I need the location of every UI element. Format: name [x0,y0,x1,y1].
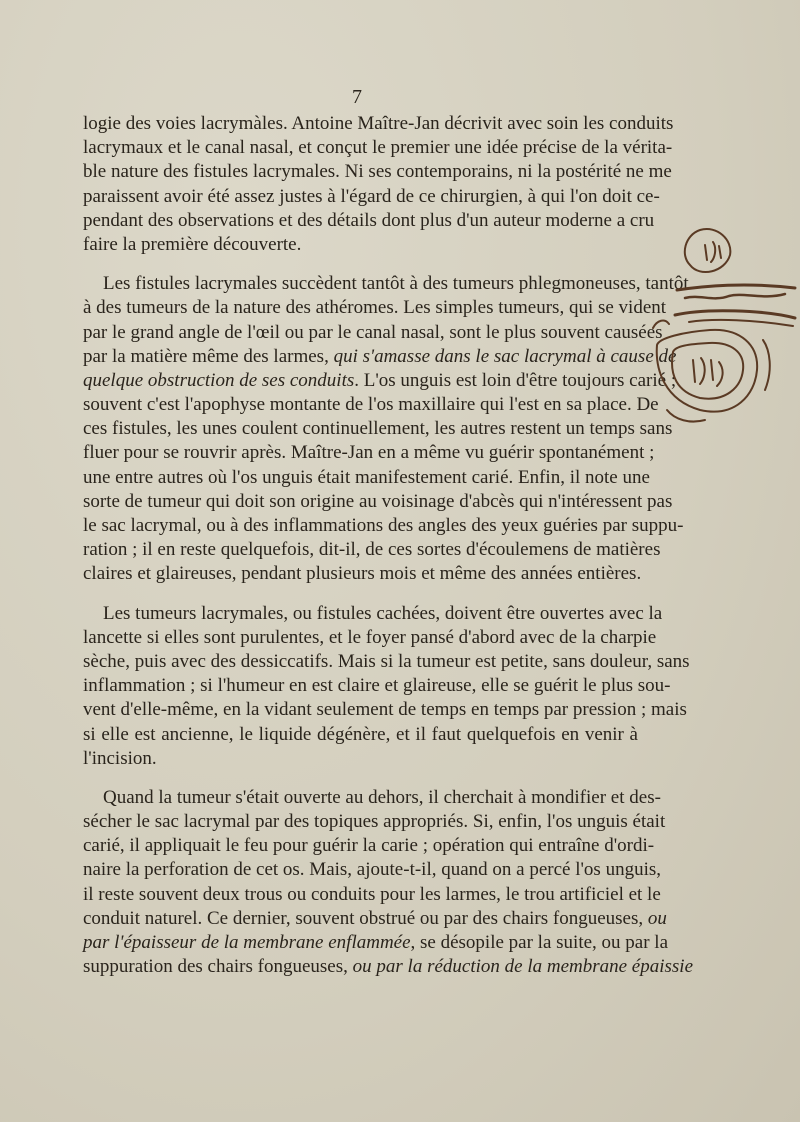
text-segment: il reste souvent deux trous ou conduits pour les larmes, le trou artificiel et le [83,883,661,905]
text-segment: conduit naturel. Ce dernier, souvent obstrué ou par des chairs fongueuses, [83,907,648,929]
page-number: 7 [352,86,362,108]
text-line [83,112,674,136]
text-line [83,136,673,160]
text-segment: à des tumeurs de la nature des athéromes. Les simples tumeurs, qui se vident [83,297,667,319]
text-segment: si elle est ancienne, le liquide dégénère, et il faut quelquefois en venir à [83,723,638,745]
italic-segment: ou [647,907,667,929]
text-segment: vent d'elle-même, en la vidant seulement de temps en temps par pression ; mais [83,699,687,721]
paragraph [83,602,690,771]
text-segment: le sac lacrymal, ou à des inflammations des angles des yeux guéries par suppu- [83,515,684,536]
text-line [83,369,677,393]
text-line [83,907,667,931]
text-segment: , se désopile par la suite, ou par la [410,932,669,953]
text-line [83,321,663,345]
text-line [83,393,659,417]
text-segment: souvent c'est l'apophyse montante de l'os maxillaire qui l'est en sa place. De [83,394,659,416]
text-line [83,209,655,233]
text-segment: par la matière même des larmes, [83,345,334,367]
text-line [83,345,677,369]
text-line [83,185,660,209]
text-line [83,786,661,810]
text-line [83,466,650,490]
text-line [83,834,655,858]
text-segment: pendant des observations et des détails dont plus d'un auteur moderne a cru [83,209,655,231]
text-segment: naire la perforation de cet os. Mais, ajoute-t-il, quand on a percé l'os unguis, [83,859,661,881]
body-text [83,112,694,994]
text-segment: ration ; il en reste quelquefois, dit-il, de ces sortes d'écoulemens de matières [83,539,661,561]
text-line [83,562,642,586]
text-line [83,883,661,907]
italic-segment: par l'épaisseur de la membrane enflammée [83,932,411,953]
text-line [83,538,661,562]
text-line [83,417,673,441]
text-segment: sèche, puis avec des dessiccatifs. Mais si la tumeur est petite, sans douleur, sans [83,650,690,672]
text-segment: Les tumeurs lacrymales, ou fistules cachées, doivent être ouvertes avec la [103,602,663,624]
text-line [83,955,694,979]
text-line [83,602,663,626]
text-line [83,441,655,465]
text-segment: lancette si elles sont purulentes, et le foyer pansé d'abord avec de la charpie [83,626,657,648]
text-segment: paraissent avoir été assez justes à l'égard de ce chirurgien, à qui l'on doit ce- [83,185,660,207]
italic-segment: qui s'amasse dans le sac lacrymal à cause de [333,345,677,367]
text-line [83,931,669,955]
text-line [83,723,638,747]
text-segment: l'incision. [83,747,157,769]
text-segment: ces fistules, les unes coulent continuellement, les autres restent un temps sans [83,418,673,440]
text-line [83,674,671,698]
text-segment: Quand la tumeur s'était ouverte au dehors, il cherchait à mondifier et des- [103,786,661,808]
text-line [83,858,661,882]
text-segment: une entre autres où l'os unguis était manifestement carié. Enfin, il note une [83,466,650,488]
text-segment: par le grand angle de l'œil ou par le canal nasal, sont le plus souvent causées [83,321,663,343]
handwritten-stamp [645,210,800,430]
paragraph [83,272,689,586]
text-segment: Les fistules lacrymales succèdent tantôt à des tumeurs phlegmoneuses, tantôt [103,273,689,295]
text-line [83,747,638,771]
text-line [83,296,667,320]
text-line [83,650,690,674]
paragraph [83,112,674,257]
text-segment: . L'os unguis est loin d'être toujours carié ; [354,369,677,391]
text-segment: carié, il appliquait le feu pour guérir la carie ; opération qui entraîne d'ordi- [83,835,655,857]
text-segment: sorte de tumeur qui doit son origine au voisinage d'abcès qui n'intéressent pas [83,490,673,512]
text-segment: lacrymaux et le canal nasal, et conçut le premier une idée précise de la vérita- [83,137,673,159]
text-line [83,233,638,257]
text-segment: sécher le sac lacrymal par des topiques appropriés. Si, enfin, l'os unguis était [83,811,666,833]
text-segment: fluer pour se rouvrir après. Maître-Jan en a même vu guérir spontanément ; [83,442,655,464]
text-line [83,698,687,722]
text-segment: inflammation ; si l'humeur en est claire et glaireuse, elle se guérit le plus sou- [83,675,671,697]
text-line [83,810,666,834]
text-segment: claires et glaireuses, pendant plusieurs mois et même des années entières. [83,563,642,585]
text-line [83,160,672,184]
italic-segment: quelque obstruction de ses conduits [83,369,355,391]
text-line [83,514,684,538]
text-segment: faire la première découverte. [83,233,302,255]
text-segment: ble nature des fistules lacrymales. Ni ses contemporains, ni la postérité ne me [83,161,672,183]
paragraph [83,786,694,980]
italic-segment: ou par la réduction de la membrane épaissie [352,956,694,978]
text-line [83,626,657,650]
text-line [83,490,673,514]
text-line [83,272,689,296]
text-segment: logie des voies lacrymàles. Antoine Maître-Jan décrivit avec soin les conduits [83,113,674,134]
text-segment: suppuration des chairs fongueuses, [83,956,353,978]
